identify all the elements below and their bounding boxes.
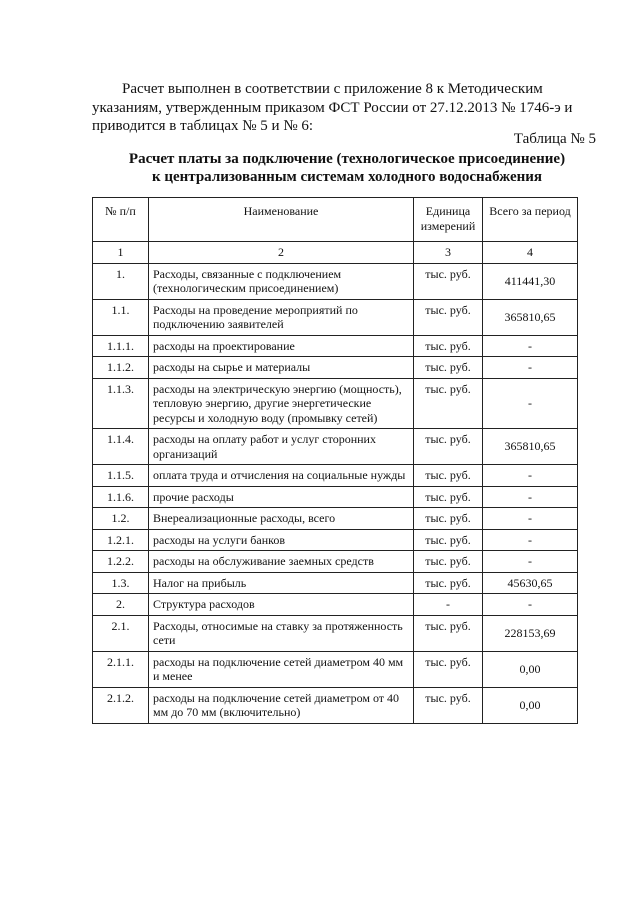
column-number-3: 3 bbox=[414, 242, 483, 264]
cell-no: 1.1.3. bbox=[93, 378, 149, 429]
cell-total: 228153,69 bbox=[483, 615, 578, 651]
cell-no: 1.1. bbox=[93, 299, 149, 335]
column-number-2: 2 bbox=[149, 242, 414, 264]
table-body bbox=[93, 198, 578, 724]
cell-no: 2. bbox=[93, 594, 149, 616]
cell-unit: тыс. руб. bbox=[414, 615, 483, 651]
cell-name: расходы на проектирование bbox=[149, 335, 414, 357]
table-label: Таблица № 5 bbox=[513, 131, 596, 147]
cell-name: расходы на услуги банков bbox=[149, 529, 414, 551]
table-row bbox=[93, 551, 578, 573]
table-row bbox=[93, 508, 578, 530]
cell-total: - bbox=[483, 335, 578, 357]
column-number-row bbox=[93, 242, 578, 264]
cell-total: - bbox=[483, 378, 578, 429]
table-title-line-2: к централизованным системам холодного водоснабжения bbox=[151, 169, 543, 185]
cell-unit: тыс. руб. bbox=[414, 429, 483, 465]
cell-no: 1. bbox=[93, 263, 149, 299]
cell-total: 365810,65 bbox=[483, 429, 578, 465]
cell-no: 1.1.2. bbox=[93, 357, 149, 379]
table-row bbox=[93, 429, 578, 465]
table-title bbox=[92, 150, 602, 186]
table-row bbox=[93, 335, 578, 357]
cell-unit: тыс. руб. bbox=[414, 335, 483, 357]
cell-total: 0,00 bbox=[483, 651, 578, 687]
cell-no: 1.1.1. bbox=[93, 335, 149, 357]
cell-total: - bbox=[483, 357, 578, 379]
cell-no: 1.3. bbox=[93, 572, 149, 594]
cell-unit: тыс. руб. bbox=[414, 465, 483, 487]
cell-no: 2.1. bbox=[93, 615, 149, 651]
intro-paragraph bbox=[92, 80, 602, 136]
cell-total: - bbox=[483, 551, 578, 573]
cell-unit: тыс. руб. bbox=[414, 572, 483, 594]
cell-total: 365810,65 bbox=[483, 299, 578, 335]
cell-total: - bbox=[483, 486, 578, 508]
table-header-row bbox=[93, 198, 578, 242]
table-row bbox=[93, 651, 578, 687]
cell-unit: тыс. руб. bbox=[414, 651, 483, 687]
cell-unit: тыс. руб. bbox=[414, 486, 483, 508]
cell-unit: тыс. руб. bbox=[414, 529, 483, 551]
table-title-line-1: Расчет платы за подключение (технологическое присоединение) bbox=[128, 151, 566, 167]
cell-unit: тыс. руб. bbox=[414, 263, 483, 299]
cell-total: 0,00 bbox=[483, 687, 578, 723]
cell-unit: тыс. руб. bbox=[414, 687, 483, 723]
cell-name: расходы на подключение сетей диаметром 40 мм и менее bbox=[149, 651, 414, 687]
cell-name: расходы на электрическую энергию (мощность), тепловую энергию, другие энергетические ресурсы и холодную воду (промывку сетей) bbox=[149, 378, 414, 429]
cell-unit: тыс. руб. bbox=[414, 357, 483, 379]
cell-name: Внереализационные расходы, всего bbox=[149, 508, 414, 530]
table-row bbox=[93, 465, 578, 487]
cell-total: - bbox=[483, 529, 578, 551]
cell-no: 2.1.2. bbox=[93, 687, 149, 723]
table-row bbox=[93, 529, 578, 551]
cell-name: расходы на сырье и материалы bbox=[149, 357, 414, 379]
table-row bbox=[93, 572, 578, 594]
cell-total: - bbox=[483, 508, 578, 530]
cell-name: Расходы, связанные с подключением (технологическим присоединением) bbox=[149, 263, 414, 299]
cell-name: Структура расходов bbox=[149, 594, 414, 616]
cell-unit: тыс. руб. bbox=[414, 551, 483, 573]
cell-no: 2.1.1. bbox=[93, 651, 149, 687]
cell-name: прочие расходы bbox=[149, 486, 414, 508]
header-unit: Единица измерений bbox=[414, 198, 483, 242]
column-number-4: 4 bbox=[483, 242, 578, 264]
cell-unit: - bbox=[414, 594, 483, 616]
cell-no: 1.1.4. bbox=[93, 429, 149, 465]
cell-name: Расходы, относимые на ставку за протяженность сети bbox=[149, 615, 414, 651]
header-name: Наименование bbox=[149, 198, 414, 242]
cell-no: 1.2.2. bbox=[93, 551, 149, 573]
cell-name: Налог на прибыль bbox=[149, 572, 414, 594]
table-row bbox=[93, 299, 578, 335]
cell-unit: тыс. руб. bbox=[414, 508, 483, 530]
header-total: Всего за период bbox=[483, 198, 578, 242]
header-no: № п/п bbox=[93, 198, 149, 242]
calculation-table bbox=[92, 197, 578, 724]
cell-name: расходы на обслуживание заемных средств bbox=[149, 551, 414, 573]
cell-no: 1.1.6. bbox=[93, 486, 149, 508]
table-row bbox=[93, 378, 578, 429]
table-row bbox=[93, 486, 578, 508]
cell-total: 411441,30 bbox=[483, 263, 578, 299]
cell-name: расходы на оплату работ и услуг сторонних организаций bbox=[149, 429, 414, 465]
table-row bbox=[93, 263, 578, 299]
table-row bbox=[93, 594, 578, 616]
cell-total: - bbox=[483, 465, 578, 487]
cell-name: Расходы на проведение мероприятий по подключению заявителей bbox=[149, 299, 414, 335]
cell-unit: тыс. руб. bbox=[414, 378, 483, 429]
cell-no: 1.2.1. bbox=[93, 529, 149, 551]
table-row bbox=[93, 357, 578, 379]
cell-total: - bbox=[483, 594, 578, 616]
cell-no: 1.1.5. bbox=[93, 465, 149, 487]
table-row bbox=[93, 687, 578, 723]
table-row bbox=[93, 615, 578, 651]
intro-text: Расчет выполнен в соответствии с приложение 8 к Методическим указаниям, утвержденным приказом ФСТ России от 27.12.2013 № 1746-э и приводится в таблицах № 5 и № 6: bbox=[92, 81, 573, 134]
cell-unit: тыс. руб. bbox=[414, 299, 483, 335]
cell-no: 1.2. bbox=[93, 508, 149, 530]
cell-name: расходы на подключение сетей диаметром от 40 мм до 70 мм (включительно) bbox=[149, 687, 414, 723]
column-number-1: 1 bbox=[93, 242, 149, 264]
cell-name: оплата труда и отчисления на социальные нужды bbox=[149, 465, 414, 487]
cell-total: 45630,65 bbox=[483, 572, 578, 594]
